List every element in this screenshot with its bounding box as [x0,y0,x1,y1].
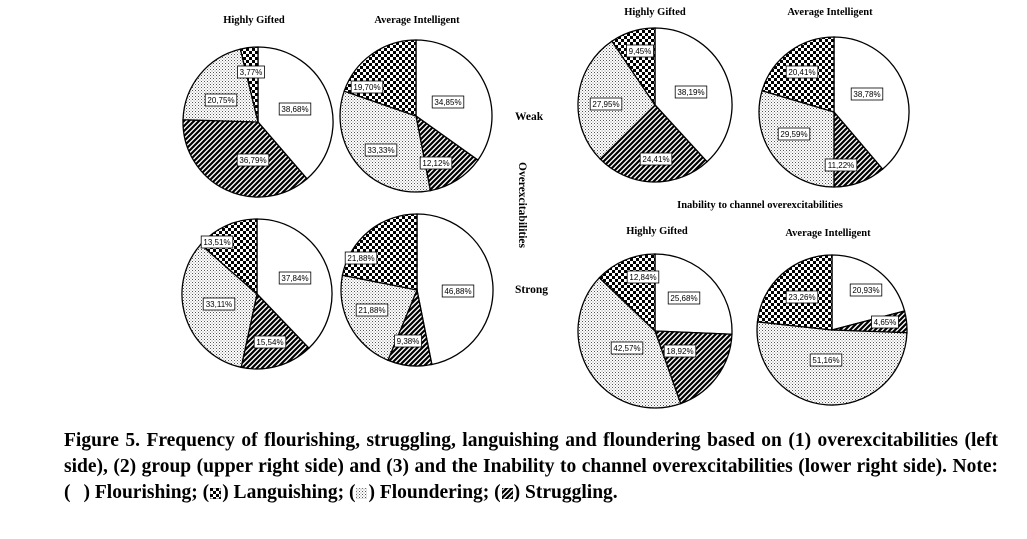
pie-weak-highly-gifted [183,47,333,197]
data-label-struggling [254,336,286,348]
data-label-flourishing [279,272,311,284]
data-label-struggling [825,159,857,171]
svg-text:15,54%: 15,54% [256,338,284,347]
svg-text:37,84%: 37,84% [281,274,309,283]
data-label-languishing [345,252,377,264]
svg-text:9,45%: 9,45% [628,47,652,56]
svg-text:33,33%: 33,33% [367,146,395,155]
legend-swatch-languishing [210,488,221,499]
legend-struggling: ) Struggling. [513,482,618,503]
legend-swatch-struggling [502,488,513,499]
svg-text:25,68%: 25,68% [670,294,698,303]
data-label-floundering [810,354,842,366]
data-label-flourishing [675,86,707,98]
legend-swatch-flourishing [72,488,83,499]
data-label-struggling [237,154,269,166]
data-label-struggling [664,345,696,357]
svg-text:42,57%: 42,57% [613,344,641,353]
data-label-flourishing [442,285,474,297]
svg-text:34,85%: 34,85% [434,98,462,107]
label-inability: Inability to channel overexcitabilities [677,200,843,211]
legend-flourishing: ) Flourishing; ( [83,482,210,503]
svg-text:4,65%: 4,65% [873,318,897,327]
data-label-flourishing [850,284,882,296]
svg-text:33,11%: 33,11% [205,300,233,309]
svg-text:20,75%: 20,75% [207,96,235,105]
pie-strong-highly-gifted [182,219,332,369]
data-label-floundering [590,98,622,110]
data-label-struggling [395,335,422,347]
pie-inability-highly-gifted [578,254,732,408]
title-inability-highly-gifted: Highly Gifted [626,226,688,237]
legend-languishing: ) Languishing; ( [222,482,356,503]
data-label-languishing [627,271,659,283]
pie-weak-average-intelligent [340,40,492,192]
data-label-languishing [786,66,818,78]
data-label-floundering [365,144,397,156]
pie-group-average-intelligent [759,37,909,187]
svg-text:11,22%: 11,22% [827,161,855,170]
svg-text:27,95%: 27,95% [592,100,620,109]
title-weak-highly-gifted: Highly Gifted [223,15,285,26]
title-weak-average-intelligent: Average Intelligent [374,15,460,26]
svg-text:12,84%: 12,84% [629,273,657,282]
title-group-average-intelligent: Average Intelligent [787,7,873,18]
data-label-languishing [786,291,818,303]
data-label-flourishing [432,96,464,108]
svg-text:21,88%: 21,88% [358,306,386,315]
svg-text:12,12%: 12,12% [422,159,450,168]
svg-text:3,77%: 3,77% [239,68,263,77]
pie-group-highly-gifted [578,28,732,182]
data-label-floundering [203,298,235,310]
data-label-floundering [356,304,388,316]
data-label-struggling [872,316,899,328]
svg-text:36,79%: 36,79% [239,156,267,165]
svg-text:19,70%: 19,70% [353,83,381,92]
data-label-floundering [778,128,810,140]
data-label-languishing [238,66,265,78]
data-label-floundering [205,94,237,106]
title-inability-average-intelligent: Average Intelligent [785,228,871,239]
data-label-struggling [640,153,672,165]
svg-text:18,92%: 18,92% [666,347,694,356]
label-strong: Strong [515,284,549,296]
svg-text:24,41%: 24,41% [642,155,670,164]
legend-floundering: ) Floundering; ( [368,482,501,503]
figure-caption [64,428,998,506]
data-label-languishing [351,81,383,93]
label-overexcitabilities: Overexcitabilities [516,161,528,249]
data-label-languishing [627,45,654,57]
svg-text:20,41%: 20,41% [788,68,816,77]
svg-text:21,88%: 21,88% [347,254,375,263]
svg-text:13,51%: 13,51% [203,238,231,247]
svg-text:23,26%: 23,26% [788,293,816,302]
svg-text:38,78%: 38,78% [853,90,881,99]
svg-text:20,93%: 20,93% [852,286,880,295]
svg-text:38,19%: 38,19% [677,88,705,97]
legend-swatch-floundering [356,488,367,499]
data-label-flourishing [668,292,700,304]
pie-strong-average-intelligent [341,214,493,366]
caption-text: Figure 5. Frequency of flourishing, struggling, languishing and floundering based on (1) overexcitabilities (left side), (2) group (upper right side) and (3) and the Inability to channel overexcitabilities (lower right side). Note: ( [64,430,998,503]
title-group-highly-gifted: Highly Gifted [624,7,686,18]
data-label-flourishing [851,88,883,100]
label-weak: Weak [515,111,544,123]
svg-text:29,59%: 29,59% [780,130,808,139]
svg-text:46,88%: 46,88% [444,287,472,296]
pie-charts [182,28,909,408]
data-label-flourishing [279,103,311,115]
data-label-languishing [201,236,233,248]
svg-text:38,68%: 38,68% [281,105,309,114]
pie-inability-average-intelligent [757,255,907,405]
data-label-struggling [420,157,452,169]
data-label-floundering [611,342,643,354]
svg-text:9,38%: 9,38% [396,337,420,346]
svg-text:51,16%: 51,16% [812,356,840,365]
